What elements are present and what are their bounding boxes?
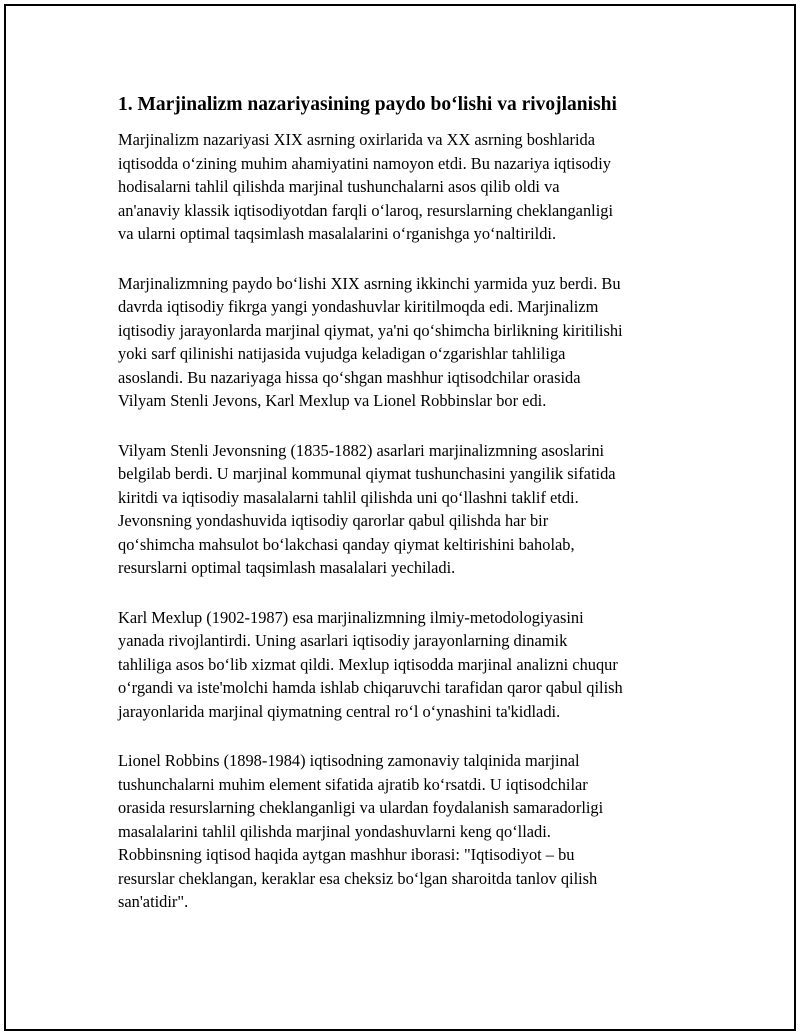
text-line: yanada rivojlantirdi. Uning asarlari iqtisodiy jarayonlarning dinamik	[118, 631, 568, 650]
text-line: iqtisodiy jarayonlarda marjinal qiymat, ya'ni qo‘shimcha birlikning kiritilishi	[118, 320, 623, 340]
text-line: iqtisodda o‘zining muhim ahamiyatini namoyon etdi. Bu nazariya iqtisodiy	[118, 153, 611, 173]
paragraph-4	[118, 606, 693, 724]
text-line: tushunchalarni muhim element sifatida ajratib ko‘rsatdi. U iqtisodchilar	[118, 774, 588, 794]
text-line: orasida resurslarning cheklanganligi va ulardan foydalanish samaradorligi	[118, 798, 604, 817]
text-line: Marjinalizm nazariyasi XIX asrning oxirlarida va XX asrning boshlarida	[118, 130, 596, 149]
text-line: resurslar cheklangan, keraklar esa cheksiz bo‘lgan sharoitda tanlov qilish	[118, 868, 598, 888]
text-line: Robbinsning iqtisod haqida aytgan mashhur iborasi: "Iqtisodiyot – bu	[118, 845, 575, 864]
text-line: yoki sarf qilinishi natijasida vujudga keladigan o‘zgarishlar tahliliga	[118, 344, 566, 363]
text-line: Karl Mexlup (1902-1987) esa marjinalizmning ilmiy-metodologiyasini	[118, 607, 584, 627]
paragraph-2	[118, 272, 693, 413]
text-line: san'atidir".	[118, 892, 189, 911]
text-line: hodisalarni tahlil qilishda marjinal tushunchalarni asos qilib oldi va	[118, 177, 560, 196]
text-line: tahliliga asos bo‘lib xizmat qildi. Mexlup iqtisodda marjinal analizni chuqur	[118, 654, 618, 674]
text-line: Vilyam Stenli Jevonsning (1835-1882) asarlari marjinalizmning asoslarini	[118, 440, 605, 460]
paragraph-5	[118, 749, 693, 914]
section-heading: 1. Marjinalizm nazariyasining paydo bo‘lishi va rivojlanishi	[118, 94, 617, 115]
text-line: belgilab berdi. U marjinal kommunal qiymat tushunchasini yangilik sifatida	[118, 464, 616, 483]
paragraph-1	[118, 128, 693, 246]
paragraph-3	[118, 439, 693, 580]
text-line: asoslandi. Bu nazariyaga hissa qo‘shgan mashhur iqtisodchilar orasida	[118, 367, 581, 387]
text-line: qo‘shimcha mahsulot bo‘lakchasi qanday qiymat keltirishini baholab,	[118, 534, 575, 554]
text-line: Marjinalizmning paydo bo‘lishi XIX asrning ikkinchi yarmida yuz berdi. Bu	[118, 273, 621, 293]
text-line: masalalarini tahlil qilishda marjinal yondashuvlarni keng qo‘lladi.	[118, 821, 551, 841]
text-line: jarayonlarida marjinal qiymatning central ro‘l o‘ynashini ta'kidladi.	[118, 701, 561, 721]
document-body	[118, 92, 693, 940]
text-line: va ularni optimal taqsimlash masalalarini o‘rganishga yo‘naltirildi.	[118, 224, 557, 243]
text-line: kiritdi va iqtisodiy masalalarni tahlil qilishda uni qo‘llashni taklif etdi.	[118, 487, 579, 507]
text-line: an'anaviy klassik iqtisodiyotdan farqli o‘laroq, resurslarning cheklanganligi	[118, 200, 614, 220]
text-line: resurslarni optimal taqsimlash masalalari yechiladi.	[118, 558, 456, 577]
text-line: Lionel Robbins (1898-1984) iqtisodning zamonaviy talqinida marjinal	[118, 751, 580, 770]
text-line: davrda iqtisodiy fikrga yangi yondashuvlar kiritilmoqda edi. Marjinalizm	[118, 297, 599, 316]
text-line: o‘rgandi va iste'molchi hamda ishlab chiqaruvchi tarafidan qaror qabul qilish	[118, 678, 623, 697]
text-line: Jevonsning yondashuvida iqtisodiy qarorlar qabul qilishda har bir	[118, 511, 549, 530]
text-line: Vilyam Stenli Jevons, Karl Mexlup va Lionel Robbinslar bor edi.	[118, 391, 547, 410]
